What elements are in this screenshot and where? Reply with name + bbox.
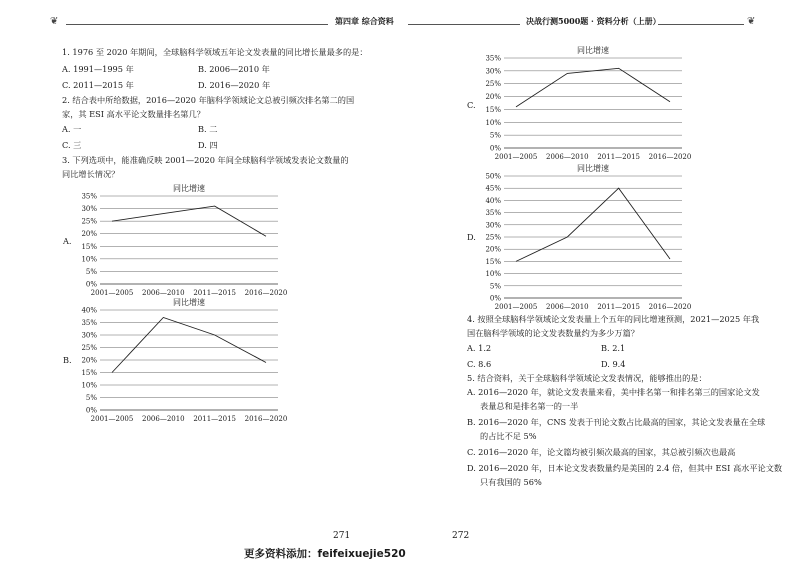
- chart-b-letter[interactable]: B.: [63, 355, 72, 365]
- header-rule-mid: [408, 24, 520, 25]
- y-tick-label: 40%: [485, 196, 501, 205]
- x-tick-label: 2016—2020: [648, 153, 692, 161]
- question-3-line2: 同比增长情况？: [62, 169, 120, 179]
- x-tick-label: 2006—2010: [142, 415, 185, 423]
- y-tick-label: 15%: [485, 105, 501, 114]
- y-tick-label: 10%: [81, 255, 97, 264]
- y-tick-label: 40%: [81, 306, 97, 315]
- y-tick-label: 25%: [81, 344, 97, 352]
- q5-option-b-line1[interactable]: B. 2016—2020 年，CNS 发表于刊论文数占比最高的国家，其论文发表量在全球: [467, 417, 766, 427]
- question-4-line1: 4. 按照全球脑科学领域论文发表量上个五年的同比增速预测，2021—2025 年我: [467, 314, 760, 324]
- y-tick-label: 45%: [485, 184, 501, 193]
- x-tick-label: 2001—2005: [90, 415, 134, 423]
- x-tick-label: 2006—2010: [546, 303, 589, 311]
- y-tick-label: 35%: [485, 54, 501, 63]
- x-tick-label: 2001—2005: [90, 289, 134, 297]
- y-tick-label: 30%: [485, 221, 501, 230]
- y-tick-label: 15%: [485, 257, 501, 266]
- y-tick-label: 30%: [81, 331, 97, 340]
- y-tick-label: 20%: [485, 245, 501, 254]
- q1-option-b[interactable]: B. 2006—2010 年: [198, 64, 270, 74]
- x-tick-label: 2011—2015: [597, 153, 640, 161]
- y-tick-label: 20%: [81, 230, 97, 239]
- y-tick-label: 5%: [85, 267, 97, 276]
- x-tick-label: 2006—2010: [142, 289, 185, 297]
- chart-option-b: [70, 296, 290, 422]
- x-tick-label: 2016—2020: [244, 289, 288, 297]
- y-tick-label: 10%: [485, 270, 501, 279]
- question-2-line1: 2. 结合表中所给数据，2016—2020 年脑科学领域论文总被引频次排名第二的国: [62, 95, 355, 105]
- chart-title: 同比增速: [173, 298, 205, 307]
- flourish-left-icon: ❦: [50, 16, 59, 27]
- left-page-number: 271: [333, 531, 351, 541]
- question-3-line1: 3. 下列选项中，能准确反映 2001—2020 年间全球脑科学领域发表论文数量的: [62, 155, 349, 165]
- y-tick-label: 5%: [489, 282, 501, 291]
- q2-option-b[interactable]: B. 二: [198, 124, 218, 134]
- y-tick-label: 20%: [81, 356, 97, 365]
- q5-option-d-line2[interactable]: 只有我国的 56%: [480, 477, 542, 487]
- q4-option-a[interactable]: A. 1.2: [467, 343, 492, 353]
- q5-option-a-line1[interactable]: A. 2016—2020 年，就论文发表量来看，美中排名第一和排名第三的国家论文发: [467, 387, 760, 397]
- chart-option-c: [474, 44, 694, 160]
- y-tick-label: 5%: [489, 131, 501, 140]
- y-tick-label: 10%: [485, 118, 501, 127]
- series-line: [112, 318, 266, 373]
- y-tick-label: 35%: [81, 192, 97, 201]
- question-5-text: 5. 结合资料，关于全球脑科学领域论文发表情况，能够推出的是：: [467, 373, 707, 383]
- y-tick-label: 25%: [485, 80, 501, 89]
- x-tick-label: 2011—2015: [193, 415, 236, 423]
- q4-option-d[interactable]: D. 9.4: [601, 359, 626, 369]
- y-tick-label: 25%: [81, 217, 97, 226]
- chart-a-letter[interactable]: A.: [63, 236, 72, 246]
- q1-option-c[interactable]: C. 2011—2015 年: [62, 80, 134, 90]
- y-tick-label: 35%: [81, 319, 97, 327]
- chart-d-letter[interactable]: D.: [467, 232, 476, 242]
- right-page-number: 272: [452, 531, 470, 541]
- y-tick-label: 20%: [485, 93, 501, 102]
- x-tick-label: 2001—2005: [494, 303, 538, 311]
- y-tick-label: 0%: [85, 406, 97, 415]
- q5-option-a-line2[interactable]: 表量总和是排名第一的一半: [480, 401, 579, 411]
- y-tick-label: 35%: [485, 209, 501, 218]
- y-tick-label: 15%: [81, 369, 97, 377]
- x-tick-label: 2001—2005: [494, 153, 538, 161]
- book-title: 决战行测5000题 · 资料分析（上册）: [526, 16, 661, 26]
- x-tick-label: 2006—2010: [546, 153, 589, 161]
- chapter-title: 第四章 综合资料: [335, 16, 394, 26]
- header-rule-left: [66, 24, 328, 25]
- y-tick-label: 30%: [81, 205, 97, 214]
- q5-option-d-line1[interactable]: D. 2016—2020 年，日本论文发表数量约是美国的 2.4 倍，但其中 ESI 高水平论文数: [467, 463, 783, 473]
- y-tick-label: 15%: [81, 242, 97, 251]
- y-tick-label: 0%: [85, 280, 97, 289]
- series-line: [516, 68, 670, 107]
- chart-option-a: [70, 182, 290, 296]
- y-tick-label: 25%: [485, 233, 501, 242]
- q1-option-d[interactable]: D. 2016—2020 年: [198, 80, 271, 90]
- chart-title: 同比增速: [577, 164, 609, 173]
- q1-option-a[interactable]: A. 1991—1995 年: [62, 64, 134, 74]
- y-tick-label: 5%: [85, 394, 97, 402]
- q2-option-c[interactable]: C. 三: [62, 140, 82, 150]
- chart-title: 同比增速: [577, 46, 609, 55]
- q4-option-b[interactable]: B. 2.1: [601, 343, 626, 353]
- y-tick-label: 50%: [485, 172, 501, 181]
- y-tick-label: 0%: [489, 294, 501, 303]
- chart-option-d: [474, 162, 694, 310]
- question-2-line2: 家，其 ESI 高水平论文数量排名第几？: [62, 109, 205, 119]
- flourish-right-icon: ❦: [747, 16, 756, 27]
- q2-option-a[interactable]: A. 一: [62, 124, 82, 134]
- y-tick-label: 10%: [81, 381, 97, 390]
- question-1-text: 1. 1976 至 2020 年期间，全球脑科学领域五年论文发表量的同比增长量最多的是：: [62, 47, 368, 57]
- x-tick-label: 2016—2020: [244, 415, 288, 423]
- x-tick-label: 2016—2020: [648, 303, 692, 311]
- chart-title: 同比增速: [173, 184, 205, 193]
- x-tick-label: 2011—2015: [597, 303, 640, 311]
- y-tick-label: 0%: [489, 144, 501, 153]
- y-tick-label: 30%: [485, 67, 501, 76]
- x-tick-label: 2011—2015: [193, 289, 236, 297]
- chart-c-letter[interactable]: C.: [467, 100, 476, 110]
- q2-option-d[interactable]: D. 四: [198, 140, 218, 150]
- q5-option-b-line2[interactable]: 的占比不足 5%: [480, 431, 537, 441]
- question-4-line2: 国在脑科学领域的论文发表数量约为多少万篇？: [467, 328, 639, 338]
- q5-option-c-line1[interactable]: C. 2016—2020 年，论文篇均被引频次最高的国家，其总被引频次也最高: [467, 447, 736, 457]
- footer-contact: 更多资料添加：feifeixuejie520: [244, 548, 406, 560]
- header-rule-right: [658, 24, 744, 25]
- q4-option-c[interactable]: C. 8.6: [467, 359, 492, 369]
- running-header: [50, 14, 760, 34]
